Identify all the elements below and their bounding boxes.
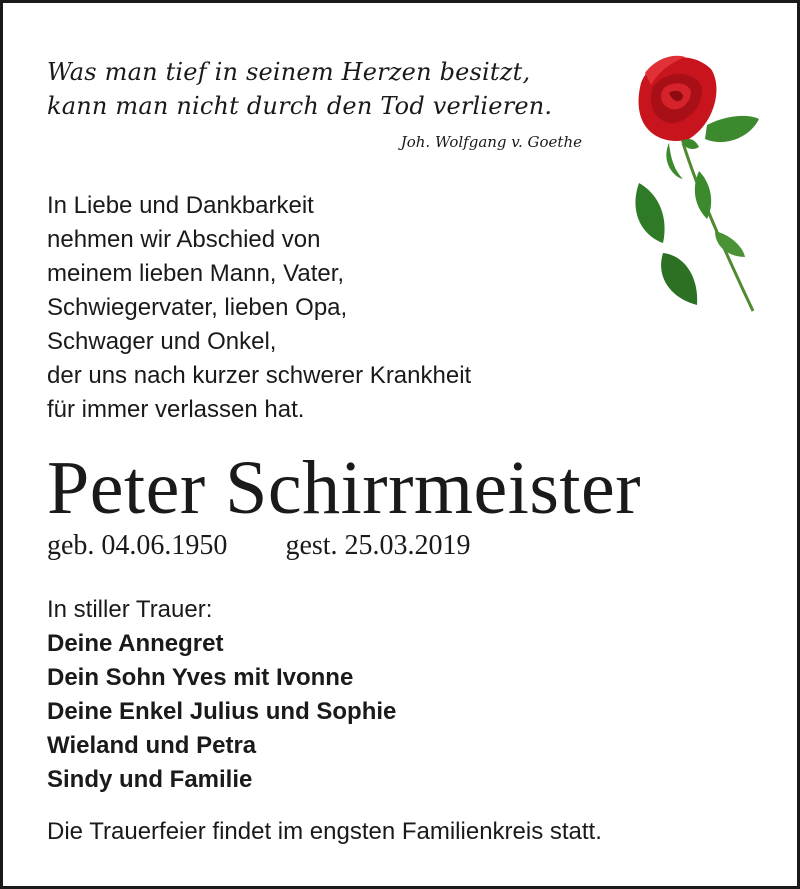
intro-line: der uns nach kurzer schwerer Krankheit bbox=[47, 362, 472, 389]
mourning-title: In stiller Trauer: bbox=[47, 596, 213, 623]
goethe-quote bbox=[47, 55, 587, 123]
intro-line: für immer verlassen hat. bbox=[47, 396, 305, 423]
mourner-name: Deine Annegret bbox=[47, 630, 224, 657]
intro-line: In Liebe und Dankbarkeit bbox=[47, 192, 314, 219]
death-date: gest. 25.03.2019 bbox=[285, 530, 471, 561]
mourner-name: Dein Sohn Yves mit Ivonne bbox=[47, 664, 354, 691]
quote-line: kann man nicht durch den Tod verlieren. bbox=[47, 92, 553, 120]
quote-author: Joh. Wolfgang v. Goethe bbox=[400, 133, 582, 151]
red-rose-icon bbox=[611, 43, 771, 318]
life-dates bbox=[47, 529, 471, 563]
intro-text bbox=[47, 189, 607, 427]
funeral-note: Die Trauerfeier findet im engsten Familienkreis statt. bbox=[47, 818, 602, 845]
mourner-name: Sindy und Familie bbox=[47, 766, 253, 793]
mourner-name: Wieland und Petra bbox=[47, 732, 257, 759]
quote-line: Was man tief in seinem Herzen besitzt, bbox=[47, 58, 531, 86]
intro-line: Schwiegervater, lieben Opa, bbox=[47, 294, 348, 321]
birth-date: geb. 04.06.1950 bbox=[47, 530, 228, 561]
intro-line: meinem lieben Mann, Vater, bbox=[47, 260, 345, 287]
mourners-list bbox=[47, 627, 396, 797]
mourner-name: Deine Enkel Julius und Sophie bbox=[47, 698, 397, 725]
intro-line: Schwager und Onkel, bbox=[47, 328, 277, 355]
deceased-name: Peter Schirrmeister bbox=[47, 446, 642, 530]
intro-line: nehmen wir Abschied von bbox=[47, 226, 321, 253]
